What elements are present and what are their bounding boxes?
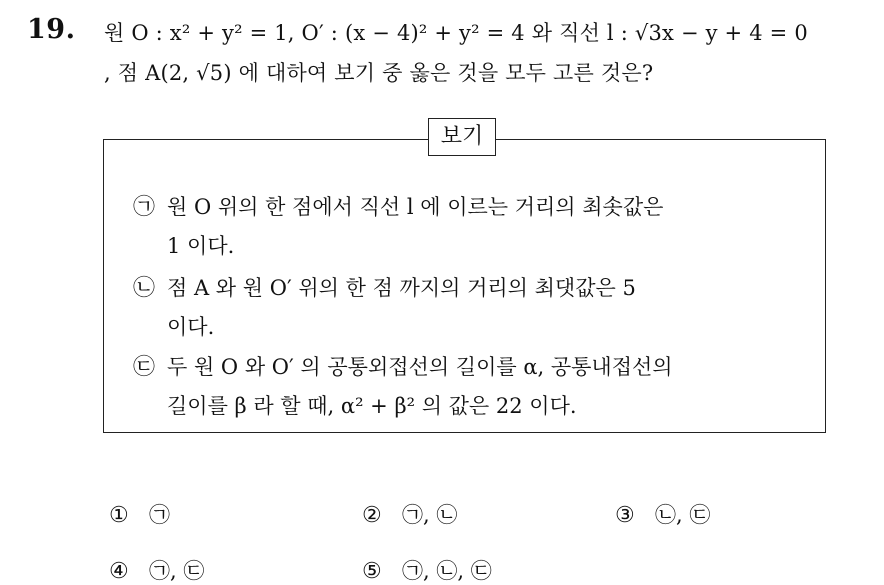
example-box-title: 보기: [428, 118, 496, 156]
example-item-3-text-cont: 길이를 β 라 할 때, α² + β² 의 값은 22 이다.: [167, 394, 577, 418]
example-item-1-marker: ㉠: [133, 195, 156, 220]
question-text-line2: , 점 A(2, √5) 에 대하여 보기 중 옳은 것을 모두 고른 것은?: [104, 61, 654, 85]
choice-3-text: ㉡, ㉢: [655, 503, 711, 527]
choice-1[interactable]: [109, 499, 170, 529]
choice-4-number: ④: [109, 559, 129, 584]
example-item-1-text: 원 O 위의 한 점에서 직선 l 에 이르는 거리의 최솟값은: [167, 195, 664, 219]
choice-3-number: ③: [615, 503, 635, 528]
choice-1-number: ①: [109, 503, 129, 528]
example-item-3: [133, 350, 673, 381]
choice-5-number: ⑤: [362, 559, 382, 584]
choice-4-text: ㉠, ㉢: [149, 559, 205, 583]
example-item-2-text-cont: 이다.: [167, 315, 215, 339]
choice-5-text: ㉠, ㉡, ㉢: [402, 559, 492, 583]
example-item-3-marker: ㉢: [133, 355, 156, 380]
question-number: 19.: [27, 14, 76, 45]
example-item-2-text: 점 A 와 원 O′ 위의 한 점 까지의 거리의 최댓값은 5: [167, 276, 636, 300]
example-item-1-text-cont: 1 이다.: [167, 234, 235, 258]
example-item-3-text: 두 원 O 와 O′ 의 공통외접선의 길이를 α, 공통내접선의: [167, 355, 673, 379]
choice-5[interactable]: [362, 555, 492, 585]
choice-2[interactable]: [362, 499, 457, 529]
choice-2-text: ㉠, ㉡: [402, 503, 458, 527]
example-item-2-marker: ㉡: [133, 276, 156, 301]
choice-1-text: ㉠: [149, 503, 170, 527]
example-item-2: [133, 271, 636, 302]
choice-2-number: ②: [362, 503, 382, 528]
question-text-line1: 원 O : x² + y² = 1, O′ : (x − 4)² + y² = 4 와 직선 l : √3x − y + 4 = 0: [104, 21, 808, 45]
choice-4[interactable]: [109, 555, 204, 585]
choice-3[interactable]: [615, 499, 710, 529]
example-item-1: [133, 190, 663, 221]
